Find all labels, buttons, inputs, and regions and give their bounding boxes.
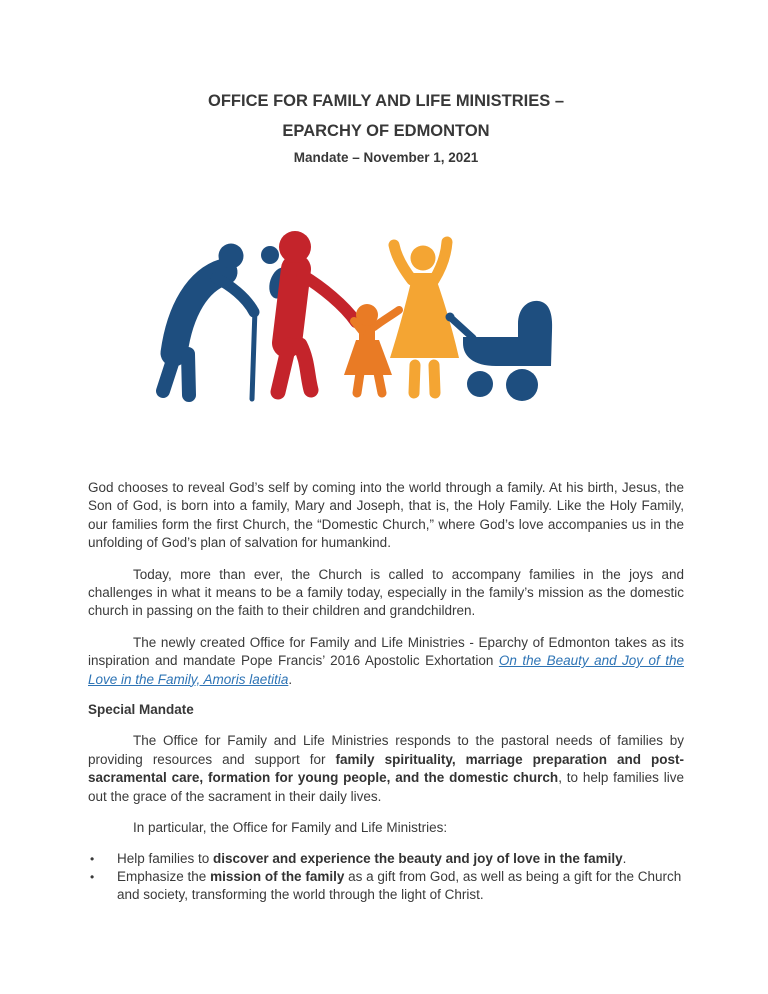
list-item — [88, 868, 684, 905]
baby-head — [261, 246, 279, 264]
family-illustration — [150, 225, 580, 405]
list-item — [88, 850, 684, 868]
pastoral-lead: The Office for Family and Life Ministries responds to the pastoral needs of families by providing resources and support for — [88, 733, 684, 767]
paragraph-holy-family: God chooses to reveal God’s self by coming into the world through a family. At his birth, Jesus, the Son of God, is born into a family, Mary and Joseph, that is, the Holy Family. Like the Holy Family, our families form the first Church, the “Domestic Church,” where God’s love accompanies us in the unfolding of God’s plan of salvation for humankind. — [88, 480, 684, 551]
bullet-icon: • — [90, 851, 95, 866]
stroller-wheel-left — [467, 371, 493, 397]
pastoral-bold-phrase: family spirituality, marriage preparation and post-sacramental care, formation for young people, and the domestic church — [88, 751, 685, 786]
paragraph-office-inspiration — [88, 634, 684, 689]
bullet-2-lead: Emphasize the — [117, 868, 211, 884]
stroller-hood — [518, 301, 552, 366]
paragraph-church-accompany: Today, more than ever, the Church is called to accompany families in the joys and challenges in what it means to be a family today, especially in the family’s mission as the domestic church in passing on the faith to their children and grandchildren. — [88, 566, 684, 619]
paragraph-office-tail: . — [288, 671, 293, 687]
mandate-bullet-list — [88, 850, 684, 905]
mother-head — [411, 246, 436, 271]
bullet-2-bold: mission of the family — [210, 868, 345, 884]
amoris-laetitia-link[interactable]: On the Beauty and Joy of the Love in the Family, Amoris laetitia — [88, 653, 684, 687]
bullet-1-lead: Help families to — [117, 850, 214, 866]
stroller-body — [463, 337, 519, 366]
grandparent-head — [219, 244, 244, 269]
document-content — [0, 86, 768, 905]
grandparent-figure — [163, 272, 255, 399]
title-line-1: OFFICE FOR FAMILY AND LIFE MINISTRIES – — [208, 92, 564, 110]
document-subtitle: Mandate – November 1, 2021 — [293, 150, 479, 165]
paragraph-in-particular: In particular, the Office for Family and Life Ministries: — [133, 820, 448, 836]
child-dress — [344, 340, 392, 375]
bullet-icon: • — [90, 869, 95, 884]
bullet-2-tail: as a gift from God, as well as being a gift for the Church and society, transforming the world through the light of Christ. — [117, 868, 682, 903]
pastoral-tail: , to help families live out the grace of the sacrament in their daily lives. — [88, 770, 684, 804]
child-head — [356, 304, 378, 326]
bullet-1-tail: . — [622, 850, 627, 866]
parent-figure — [278, 269, 356, 392]
parent-head — [279, 231, 311, 263]
special-mandate-heading: Special Mandate — [88, 702, 194, 718]
document-title — [88, 86, 684, 146]
paragraph-office-lead: The newly created Office for Family and Life Ministries - Eparchy of Edmonton takes as its inspiration and mandate Pope Francis’ 2016 Apostolic Exhortation — [88, 634, 684, 669]
family-clipart-svg — [150, 225, 580, 405]
bullet-1-bold: discover and experience the beauty and joy of love in the family — [213, 850, 623, 866]
title-line-2: EPARCHY OF EDMONTON — [282, 122, 490, 140]
stroller-wheel-right — [506, 369, 538, 401]
paragraph-pastoral-needs — [88, 732, 684, 806]
stroller-icon — [446, 301, 553, 401]
